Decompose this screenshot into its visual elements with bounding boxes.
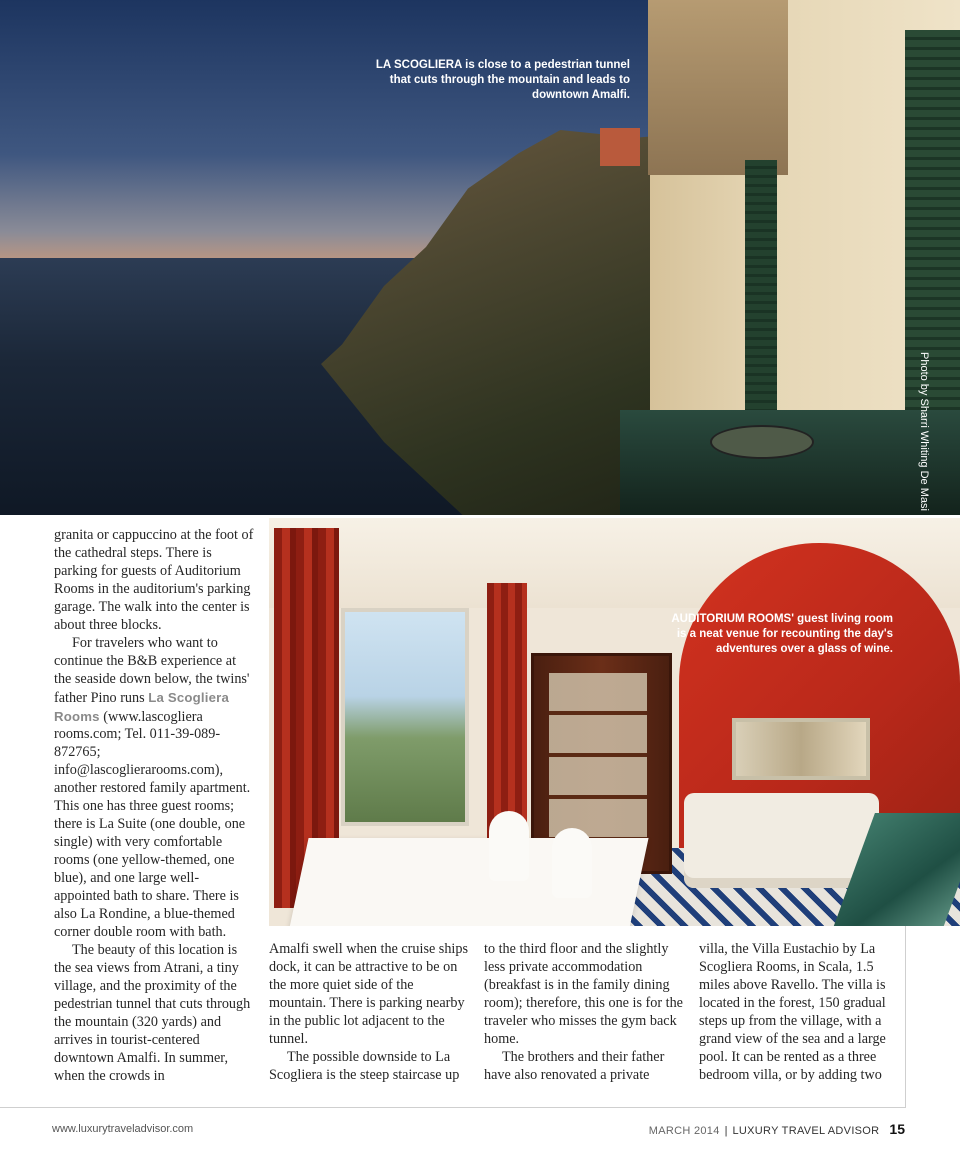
text-column-4 — [699, 941, 899, 1085]
top-photo-caption: LA SCOGLIERA is close to a pedestrian tunnel that cuts through the mountain and leads to downtown Amalfi. — [375, 59, 630, 101]
chair — [552, 828, 592, 898]
dining-table — [289, 838, 648, 926]
photo-credit: Photo by Sharri Whiting De Masi — [918, 352, 930, 511]
paragraph: The beauty of this location is the sea views from Atrani, a tiny village, and the proximity of the pedestrian tunnel that cuts through the mountain (320 yards) and arrives in tourist-centered downtown Amalfi. In summer, when the crowds in — [54, 941, 251, 1084]
paragraph — [54, 635, 254, 942]
auditorium-rooms-photo — [269, 518, 960, 926]
painting — [732, 718, 870, 780]
cabinet-glass — [549, 673, 647, 843]
la-scogliera-rooms-highlight: La Scogliera Rooms — [54, 689, 230, 724]
paragraph: granita or cappuccino at the foot of the cathedral steps. There is parking for guests of Auditorium Rooms in the auditorium's parking garage. The walk into the center is about three blocks. — [54, 527, 254, 633]
footer-divider — [0, 1107, 905, 1108]
text-column-3 — [484, 941, 684, 1085]
paragraph-text: (www.lascogliera rooms.com; Tel. 011-39-089-872765; info@lascoglierarooms.com), another restored family apartment. This one has three guest rooms; there is La Suite (one double, one single) with very comfortable rooms (one yellow-themed, one blue), and one large well-appointed bath to share. There is also La Rondine, a blue-themed corner double room with bath. — [54, 708, 251, 940]
paragraph: villa, the Villa Eustachio by La Scogliera Rooms, in Scala, 1.5 miles above Ravello. The villa is located in the forest, 150 gradual steps up from the village, with a grand view of the sea and a large pool. It can be rented as a three bedroom villa, or by adding two — [699, 941, 886, 1083]
window — [341, 608, 469, 826]
magazine-name: LUXURY TRAVEL ADVISOR — [732, 1125, 880, 1137]
separator: | — [724, 1125, 728, 1137]
paragraph: to the third floor and the slightly less private accommodation (breakfast is in the family dining room); therefore, this one is for the traveler who misses the gym back home. — [484, 941, 683, 1047]
balcony-overhang — [648, 0, 788, 175]
paragraph: Amalfi swell when the cruise ships dock, it can be attractive to be on the more quiet side of the mountain. There is parking nearby in the public lot adjacent to the tunnel. — [269, 941, 468, 1047]
paragraph: The possible downside to La Scogliera is the steep staircase up — [269, 1048, 460, 1083]
paragraph-text: For travelers who want to continue the B&B experience at the seaside down below, the twins' father Pino runs — [54, 634, 250, 706]
cliff-house — [600, 128, 640, 166]
footer-url: www.luxurytraveladvisor.com — [52, 1123, 194, 1135]
text-column-2 — [269, 941, 469, 1085]
text-column-1 — [54, 527, 254, 1086]
chair — [489, 811, 529, 881]
room-photo-caption: AUDITORIUM ROOMS' guest living room is a neat venue for recounting the day's adventures over a glass of wine. — [671, 613, 893, 655]
page-number: 15 — [889, 1121, 905, 1137]
balcony-table — [710, 425, 814, 459]
issue-date: MARCH 2014 — [648, 1125, 720, 1137]
footer-folio — [649, 1121, 905, 1137]
door-shutter — [745, 160, 777, 420]
sofa — [684, 793, 879, 888]
balcony-floor — [620, 410, 960, 515]
paragraph: The brothers and their father have also renovated a private — [484, 1048, 665, 1083]
footer-divider-vertical — [905, 926, 906, 1108]
